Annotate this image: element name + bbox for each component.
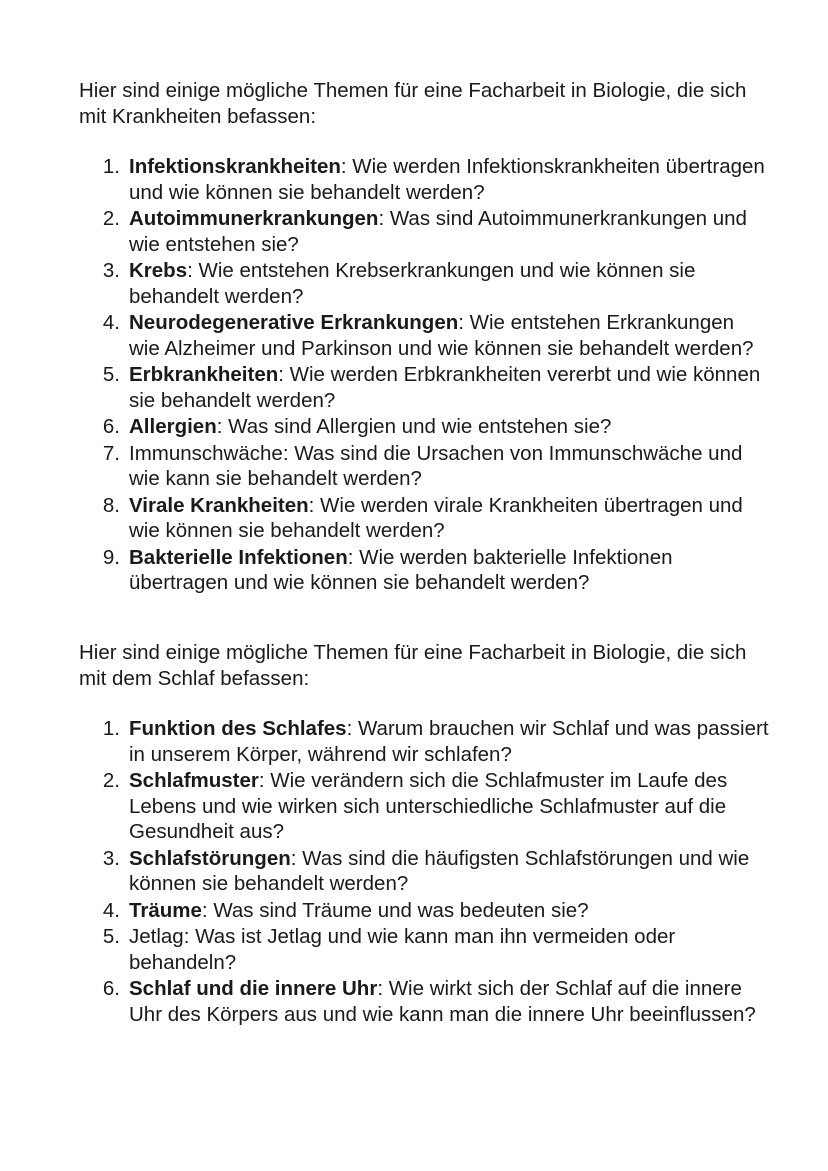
list-item-term: Schlafmuster <box>129 769 259 792</box>
list-item-text: : Was ist Jetlag und wie kann man ihn vermeiden oder behandeln? <box>129 925 676 974</box>
list-item-number: 8. <box>102 493 120 517</box>
list-item <box>102 846 769 897</box>
list-item-term: Schlaf und die innere Uhr <box>129 977 378 1000</box>
list-item-text: : Was sind Allergien und wie entstehen sie? <box>216 415 612 438</box>
list-item-text: : Was sind die Ursachen von Immunschwäche und wie kann sie behandelt werden? <box>129 441 743 490</box>
list-item-number: 4. <box>102 311 120 334</box>
list-item-number: 2. <box>102 207 120 230</box>
list-item <box>102 545 769 596</box>
topic-list-diseases <box>102 154 769 597</box>
list-item-text: : Was sind die häufigsten Schlafstörungen und wie können sie behandelt werden? <box>129 846 750 895</box>
list-item <box>102 206 769 257</box>
list-item-term: Infektionskrankheiten <box>129 155 341 178</box>
list-item-term: Erbkrankheiten <box>129 363 279 386</box>
list-item-text: : Warum brauchen wir Schlaf und was passiert in unserem Körper, während wir schlafen? <box>129 717 769 766</box>
list-item-number: 7. <box>102 441 120 465</box>
list-item <box>102 924 769 975</box>
list-item-number: 5. <box>102 925 120 948</box>
list-item-text: : Wie werden Erbkrankheiten vererbt und wie können sie behandelt werden? <box>129 363 761 412</box>
list-item-number: 1. <box>102 717 120 740</box>
list-item <box>102 414 769 440</box>
list-item-term: Bakterielle Infektionen <box>129 545 348 569</box>
list-item <box>102 362 769 413</box>
list-item-number: 3. <box>102 259 120 282</box>
list-item-number: 6. <box>102 977 120 1000</box>
list-item-number: 1. <box>102 155 120 178</box>
list-item <box>102 441 769 492</box>
list-item-text: : Wie entstehen Erkrankungen wie Alzheimer und Parkinson und wie können sie behandelt werden? <box>129 311 754 360</box>
list-item-text: : Wie wirkt sich der Schlaf auf die innere Uhr des Körpers aus und wie kann man die innere Uhr beeinflussen? <box>129 977 756 1026</box>
list-item-number: 4. <box>102 898 120 922</box>
list-item-text: : Was sind Autoimmunerkrankungen und wie entstehen sie? <box>129 207 747 256</box>
list-item <box>102 493 769 544</box>
list-item <box>102 258 769 309</box>
list-item-number: 3. <box>102 846 120 870</box>
list-item-term: Immunschwäche <box>129 441 283 465</box>
list-item-number: 2. <box>102 769 120 792</box>
section-intro-sleep: Hier sind einige mögliche Themen für eine Facharbeit in Biologie, die sich mit dem Schlaf befassen: <box>79 641 747 690</box>
list-item-number: 9. <box>102 545 120 569</box>
list-item-text: : Was sind Träume und was bedeuten sie? <box>201 898 589 922</box>
list-item <box>102 154 769 205</box>
list-item-term: Schlafstörungen <box>129 846 291 870</box>
list-item <box>102 716 769 767</box>
list-item-text: : Wie werden bakterielle Infektionen übertragen und wie können sie behandelt werden? <box>129 545 673 594</box>
section-intro-diseases: Hier sind einige mögliche Themen für eine Facharbeit in Biologie, die sich mit Krankheiten befassen: <box>79 79 747 128</box>
list-item-term: Krebs <box>129 259 188 282</box>
list-item <box>102 898 769 924</box>
list-item-number: 6. <box>102 415 120 438</box>
list-item <box>102 768 769 845</box>
list-item <box>102 976 769 1027</box>
list-item-term: Neurodegenerative Erkrankungen <box>129 311 459 334</box>
list-item <box>102 310 769 361</box>
list-item-text: : Wie entstehen Krebserkrankungen und wie können sie behandelt werden? <box>129 259 696 308</box>
topic-list-sleep <box>102 716 769 1028</box>
list-item-term: Jetlag <box>129 925 184 948</box>
list-item-text: : Wie verändern sich die Schlafmuster im Laufe des Lebens und wie wirken sich unterschiedliche Schlafmuster auf die Gesundheit aus? <box>129 769 728 843</box>
list-item-term: Träume <box>129 898 202 922</box>
list-item-term: Virale Krankheiten <box>129 493 309 517</box>
list-item-text: : Wie werden virale Krankheiten übertragen und wie können sie behandelt werden? <box>129 493 743 542</box>
list-item-term: Autoimmunerkrankungen <box>129 207 379 230</box>
list-item-term: Allergien <box>129 415 217 438</box>
list-item-text: : Wie werden Infektionskrankheiten übertragen und wie können sie behandelt werden? <box>129 155 765 204</box>
list-item-number: 5. <box>102 363 120 386</box>
list-item-term: Funktion des Schlafes <box>129 717 347 740</box>
